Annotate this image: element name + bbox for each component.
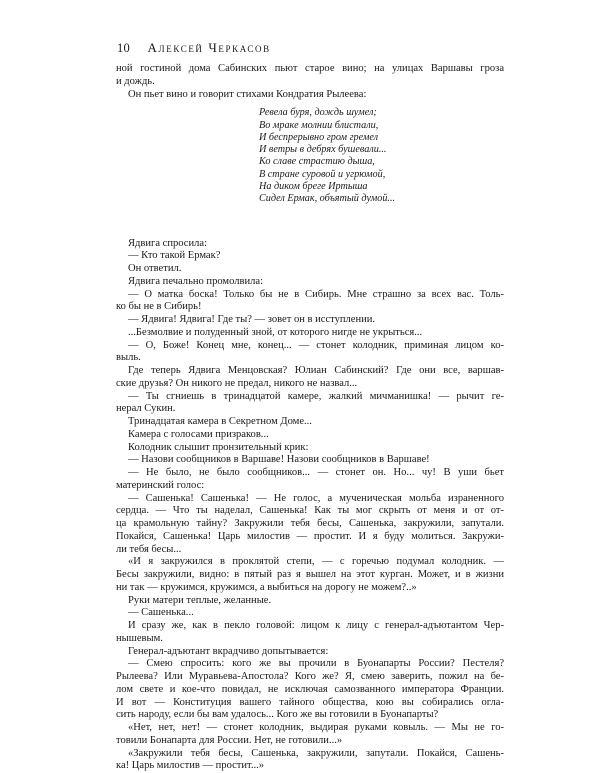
text-line: сить народу, если бы вам удалось... Кого же вы готовили в Буонапарты? bbox=[116, 709, 439, 721]
text-line: Тринадцатая камера в Секретном Доме... bbox=[128, 416, 312, 428]
text-line: Бесы закружили, видно: в пятый раз я вышел на этот курган. Может, и в жизни bbox=[116, 569, 504, 581]
text-line: Он ответил. bbox=[128, 263, 182, 275]
poem-stanza bbox=[259, 107, 504, 205]
text-line: сердца. — Что ты наделал, Сашенька! Как ты мог скрыть от меня и от от- bbox=[116, 505, 504, 517]
text-line: Рылеева? Или Муравьева-Апостола? Кого же? Я, смею заверить, пожил на бе- bbox=[116, 671, 504, 683]
text-line: ли тебя бесы... bbox=[116, 543, 182, 555]
text-line: выль. bbox=[116, 352, 141, 364]
text-line: И сразу же, как в пекло головой: лицом к лицу с генерал-адъютантом Чер- bbox=[128, 620, 504, 632]
poem-line: Сидел Ермак, объятый думой... bbox=[259, 193, 396, 205]
poem-line: Ко славе страстию дыша, bbox=[259, 156, 375, 168]
text-line: — О матка боска! Только бы не в Сибирь. Мне страшно за всех вас. Толь- bbox=[128, 288, 504, 300]
text-line: Ядвига печально промолвила: bbox=[128, 275, 263, 287]
text-line: Он пьет вино и говорит стихами Кондратия Рылеева: bbox=[128, 88, 367, 100]
text-line: лом свете и кое-что повидал, не исключая самозванного императора Франции. bbox=[116, 683, 504, 695]
text-line: — Смею спросить: кого же вы прочили в Буонапарты России? Пестеля? bbox=[128, 658, 504, 670]
author-name: Алексей Черкасов bbox=[147, 40, 271, 55]
text-line: Руки матери теплые, желанные. bbox=[128, 594, 272, 606]
text-line: нышевым. bbox=[116, 632, 163, 644]
text-line: ...Безмолвие и полуденный зной, от которого нигде не укрыться... bbox=[128, 326, 423, 338]
running-head bbox=[117, 40, 271, 56]
text-line: — Сашенька! Сашенька! — Не голос, а мученическая мольба израненного bbox=[128, 492, 504, 504]
text-line: — Ты сгниешь в тринадцатой камере, жалкий мичманишка! — рычит ге- bbox=[128, 390, 504, 402]
text-line: нерал Сукин. bbox=[116, 403, 176, 415]
poem-line: Во мраке молнии блистали, bbox=[259, 119, 379, 131]
text-line: «И я закружился в проклятой степи, — с горечью подумал колодник. — bbox=[128, 556, 504, 568]
text-line: — Назови сообщников в Варшаве! Назови сообщников в Варшаве! bbox=[128, 454, 430, 466]
body-text bbox=[116, 63, 504, 773]
text-line: «Закружили тебя бесы, Сашенька, закружили, запутали. Покайся, Сашень- bbox=[128, 747, 504, 759]
text-line: И вот — Конституция вашего тайного общества, кою вы собирались огла- bbox=[116, 696, 504, 708]
poem-line: В стране суровой и угрюмой, bbox=[259, 168, 386, 180]
poem-line: Ревела буря, дождь шумел; bbox=[259, 107, 377, 119]
text-line: Генерал-адъютант вкрадчиво допытывается: bbox=[128, 645, 329, 657]
text-line: — Не было, не было сообщников... — стонет он. Но... чу! В уши бьет bbox=[128, 467, 504, 479]
text-line: Камера с голосами призраков... bbox=[128, 428, 269, 440]
text-line: ко бы не в Сибирь! bbox=[116, 301, 202, 313]
text-line: ские друзья? Он никого не предал, никого не назвал... bbox=[116, 377, 358, 389]
text-line: — Сашенька... bbox=[128, 607, 194, 619]
poem-line: И ветры в дебрях бушевали... bbox=[259, 144, 387, 156]
page-number: 10 bbox=[117, 41, 131, 55]
text-line: товили Бонапарта для России. Нет, не готовили...» bbox=[116, 734, 343, 746]
text-line: ной гостиной дома Сабинских пьют старое вино; на улицах Варшавы гроза bbox=[116, 63, 504, 74]
text-line: — Кто такой Ермак? bbox=[128, 250, 221, 262]
text-line: — Ядвига! Ядвига! Где ты? — зовет он в исступлении. bbox=[128, 314, 376, 326]
text-line: материнский голос: bbox=[116, 479, 205, 491]
text-line: Ядвига спросила: bbox=[128, 237, 208, 249]
poem-line: И беспрерывно гром гремел bbox=[259, 131, 379, 143]
text-line: Где теперь Ядвига Менцовская? Юлиан Сабинский? Где они все, варшав- bbox=[128, 365, 504, 377]
text-line: ца крамольную тайну? Закружили тебя бесы, Сашенька, закружили, запутали. bbox=[116, 518, 504, 530]
poem-line: На диком бреге Иртыша bbox=[259, 181, 368, 193]
text-line: ка! Царь милостив — простит...» bbox=[116, 760, 265, 772]
text-line: Колодник слышит пронзительный крик: bbox=[128, 441, 309, 453]
text-line: — О, Боже! Конец мне, конец... — стонет колодник, приминая лицом ко- bbox=[128, 339, 504, 351]
text-line: Покайся, Сашенька! Царь милостив — простит. И я буду молиться. Закружи- bbox=[116, 530, 504, 542]
text-line: «Нет, нет, нет! — стонет колодник, выдирая руками ковыль. — Мы не го- bbox=[128, 722, 504, 734]
text-line: и дождь. bbox=[116, 75, 155, 87]
text-line: ни так — кружимся, кружимся, а выбиться на дорогу не можем?..» bbox=[116, 581, 417, 593]
